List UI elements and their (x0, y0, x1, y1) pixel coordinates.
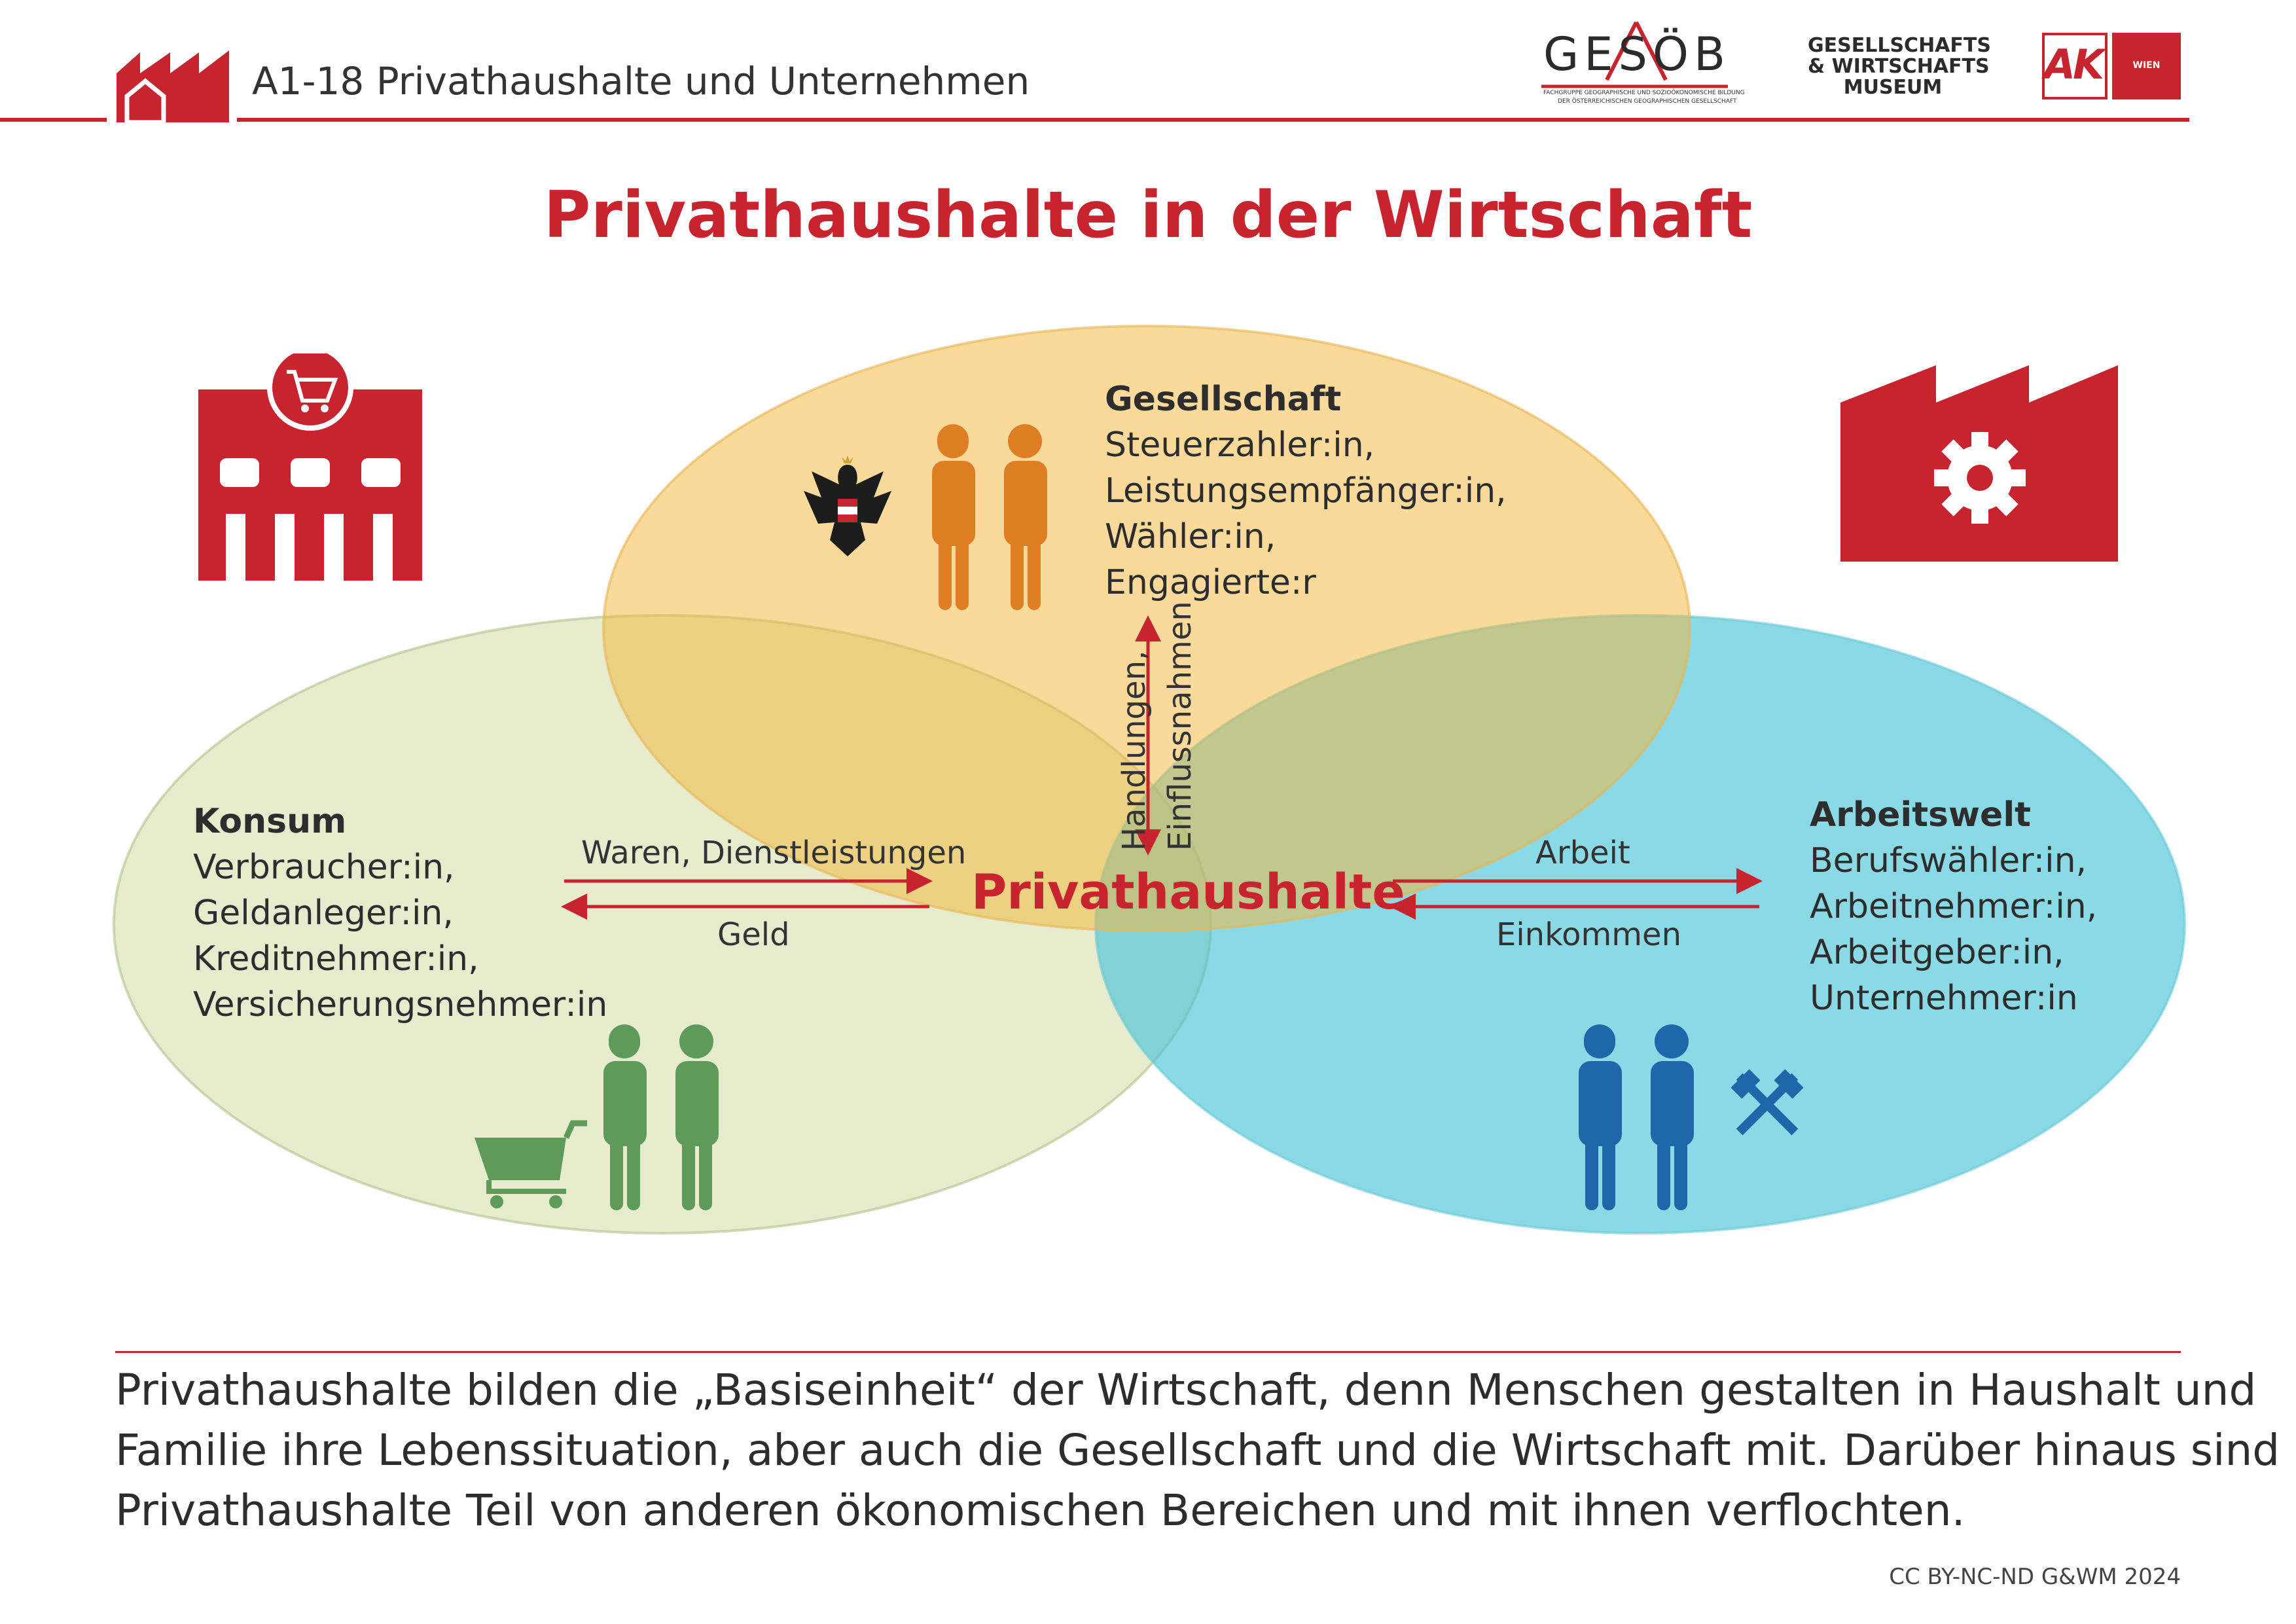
page-title: Privathaushalte in der Wirtschaft (543, 178, 1753, 253)
person-icon (603, 1024, 647, 1210)
shopping-cart-icon (468, 1118, 589, 1210)
flow-influence-label: Einflussnahmen (1162, 601, 1198, 851)
person-icon (1579, 1024, 1622, 1210)
work-role: Arbeitgeber:in, (1810, 933, 2064, 972)
wien-wordmark: WIEN (2132, 60, 2161, 71)
person-icon (932, 424, 975, 610)
gesoeb-subtitle-1: FACHGRUPPE GEOGRAPHISCHE UND SOZIOÖKONOMISCHE BILDUNG (1543, 90, 1745, 96)
consumption-people-icon (601, 1024, 738, 1210)
person-icon (1651, 1024, 1694, 1210)
consumption-role: Kreditnehmer:in, (193, 939, 479, 979)
person-icon (1004, 424, 1047, 610)
work-role: Berufswähler:in, (1810, 841, 2087, 880)
work-role: Unternehmer:in (1810, 979, 2078, 1018)
consumption-heading: Konsum (193, 802, 347, 841)
consumption-role: Verbraucher:in, (193, 848, 455, 887)
footer-divider (115, 1351, 2181, 1353)
gesoeb-wordmark: GESÖB (1543, 27, 1731, 81)
work-role: Arbeitnehmer:in, (1810, 887, 2098, 926)
work-people-icon (1576, 1024, 1713, 1210)
flow-labour-label: Arbeit (1535, 835, 1630, 871)
society-people-icon (929, 424, 1067, 610)
gear-icon (1934, 432, 2026, 524)
store-cart-icon (196, 353, 425, 583)
society-heading: Gesellschaft (1105, 380, 1342, 419)
consumption-role: Versicherungsnehmer:in (193, 985, 608, 1024)
flow-goods-label: Waren, Dienstleistungen (581, 835, 967, 871)
footer-line: Familie ihre Lebenssituation, aber auch die Gesellschaft und die Wirtschaft mit. Darüber hinaus sind (115, 1425, 2280, 1475)
museum-line-3: MUSEUM (1843, 76, 1943, 99)
society-role: Wähler:in, (1105, 517, 1276, 556)
society-role: Steuerzahler:in, (1105, 425, 1375, 465)
person-icon (675, 1024, 719, 1210)
ak-wordmark: AK (2044, 41, 2102, 88)
gesoeb-subtitle-2: DER ÖSTERREICHISCHEN GEOGRAPHISCHEN GESELLSCHAFT (1558, 98, 1737, 105)
flow-income-label: Einkommen (1496, 916, 1682, 953)
society-role: Leistungsempfänger:in, (1105, 471, 1507, 511)
consumption-role: Geldanleger:in, (193, 893, 454, 933)
museum-line-1: GESELLSCHAFTS (1808, 34, 1991, 57)
society-role: Engagierte:r (1105, 563, 1316, 602)
header-title: A1-18 Privathaushalte und Unternehmen (252, 59, 1030, 103)
flow-money-label: Geld (717, 916, 790, 953)
work-heading: Arbeitswelt (1810, 795, 2031, 835)
copyright-note: CC BY-NC-ND G&WM 2024 (1889, 1564, 2181, 1590)
flow-actions-label: Handlungen, (1116, 650, 1153, 851)
center-label: Privathaushalte (971, 864, 1405, 920)
footer-line: Privathaushalte bilden die „Basiseinheit“ der Wirtschaft, denn Menschen gestalten in Haushalt und (115, 1365, 2257, 1415)
factory-gear-icon (1839, 353, 2121, 563)
footer-line: Privathaushalte Teil von anderen ökonomischen Bereichen und mit ihnen verflochten. (115, 1485, 1965, 1536)
hammer-pick-icon (1731, 1068, 1803, 1140)
austrian-eagle-icon (798, 452, 897, 563)
museum-line-2: & WIRTSCHAFTS (1808, 55, 1990, 78)
